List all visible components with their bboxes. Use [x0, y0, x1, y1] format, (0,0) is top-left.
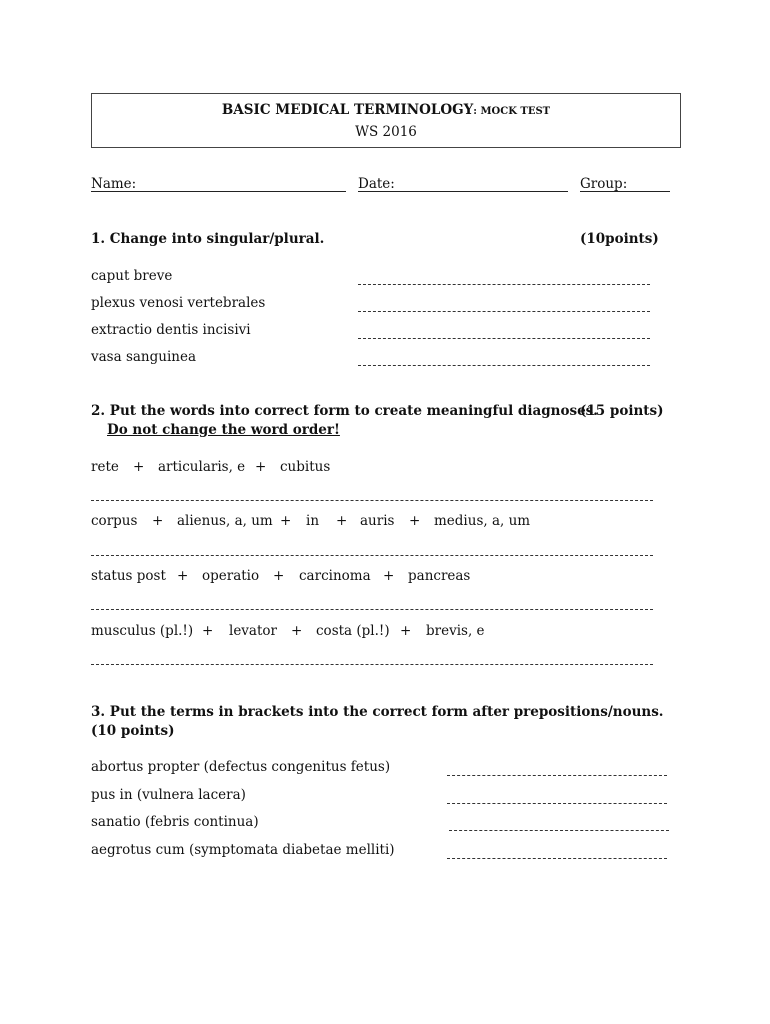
name-label: Name: [91, 176, 137, 192]
section3-points: (10 points) [91, 723, 175, 739]
term-word: pancreas [408, 568, 471, 584]
section1-item: plexus venosi vertebrales [91, 295, 266, 311]
plus-sign: + [202, 623, 214, 639]
section1-title: 1. Change into singular/plural. [91, 231, 325, 247]
answer-line[interactable] [447, 803, 667, 804]
section2-note: Do not change the word order! [107, 422, 340, 438]
semester-label: WS 2016 [355, 124, 417, 140]
section1-item: extractio dentis incisivi [91, 322, 251, 338]
answer-line[interactable] [449, 830, 669, 831]
plus-sign: + [273, 568, 285, 584]
term-word: costa (pl.!) [316, 623, 390, 639]
term-word: alienus, a, um [177, 513, 273, 529]
plus-sign: + [291, 623, 303, 639]
group-label: Group: [580, 176, 628, 192]
plus-sign: + [177, 568, 189, 584]
answer-line[interactable] [358, 284, 650, 285]
section3-title: 3. Put the terms in brackets into the correct form after prepositions/nouns. [91, 704, 664, 720]
plus-sign: + [400, 623, 412, 639]
date-label: Date: [358, 176, 395, 192]
date-field[interactable] [358, 191, 568, 192]
section3-item: sanatio (febris continua) [91, 814, 259, 830]
answer-line[interactable] [91, 555, 653, 556]
term-word: status post [91, 568, 166, 584]
section3-item: abortus propter (defectus congenitus fetus) [91, 759, 391, 775]
plus-sign: + [409, 513, 421, 529]
term-word: operatio [202, 568, 260, 584]
header-box [91, 93, 681, 148]
plus-sign: + [280, 513, 292, 529]
answer-line[interactable] [91, 609, 653, 610]
term-word: articularis, e [158, 459, 246, 475]
term-word: rete [91, 459, 119, 475]
term-word: cubitus [280, 459, 331, 475]
term-word: carcinoma [299, 568, 371, 584]
plus-sign: + [152, 513, 164, 529]
name-field[interactable] [91, 191, 346, 192]
section2-title: 2. Put the words into correct form to create meaningful diagnoses. [91, 403, 598, 419]
answer-line[interactable] [447, 858, 667, 859]
section3-item: pus in (vulnera lacera) [91, 787, 246, 803]
term-word: medius, a, um [434, 513, 531, 529]
term-word: corpus [91, 513, 138, 529]
plus-sign: + [383, 568, 395, 584]
answer-line[interactable] [447, 775, 667, 776]
section3-item: aegrotus cum (symptomata diabetae melliti) [91, 842, 395, 858]
section1-item: vasa sanguinea [91, 349, 197, 365]
answer-line[interactable] [91, 664, 653, 665]
plus-sign: + [255, 459, 267, 475]
section1-points: (10points) [580, 231, 659, 247]
plus-sign: + [133, 459, 145, 475]
test-title [92, 102, 680, 118]
test-title-suffix: : MOCK TEST [473, 106, 551, 117]
section2-points: (15 points) [580, 403, 664, 419]
section1-item: caput breve [91, 268, 173, 284]
term-word: musculus (pl.!) [91, 623, 194, 639]
term-word: brevis, e [426, 623, 485, 639]
answer-line[interactable] [358, 365, 650, 366]
plus-sign: + [336, 513, 348, 529]
answer-line[interactable] [358, 311, 650, 312]
term-word: auris [360, 513, 395, 529]
group-field[interactable] [580, 191, 670, 192]
term-word: levator [229, 623, 277, 639]
answer-line[interactable] [358, 338, 650, 339]
test-title-main: BASIC MEDICAL TERMINOLOGY [221, 102, 474, 118]
term-word: in [306, 513, 320, 529]
answer-line[interactable] [91, 500, 653, 501]
